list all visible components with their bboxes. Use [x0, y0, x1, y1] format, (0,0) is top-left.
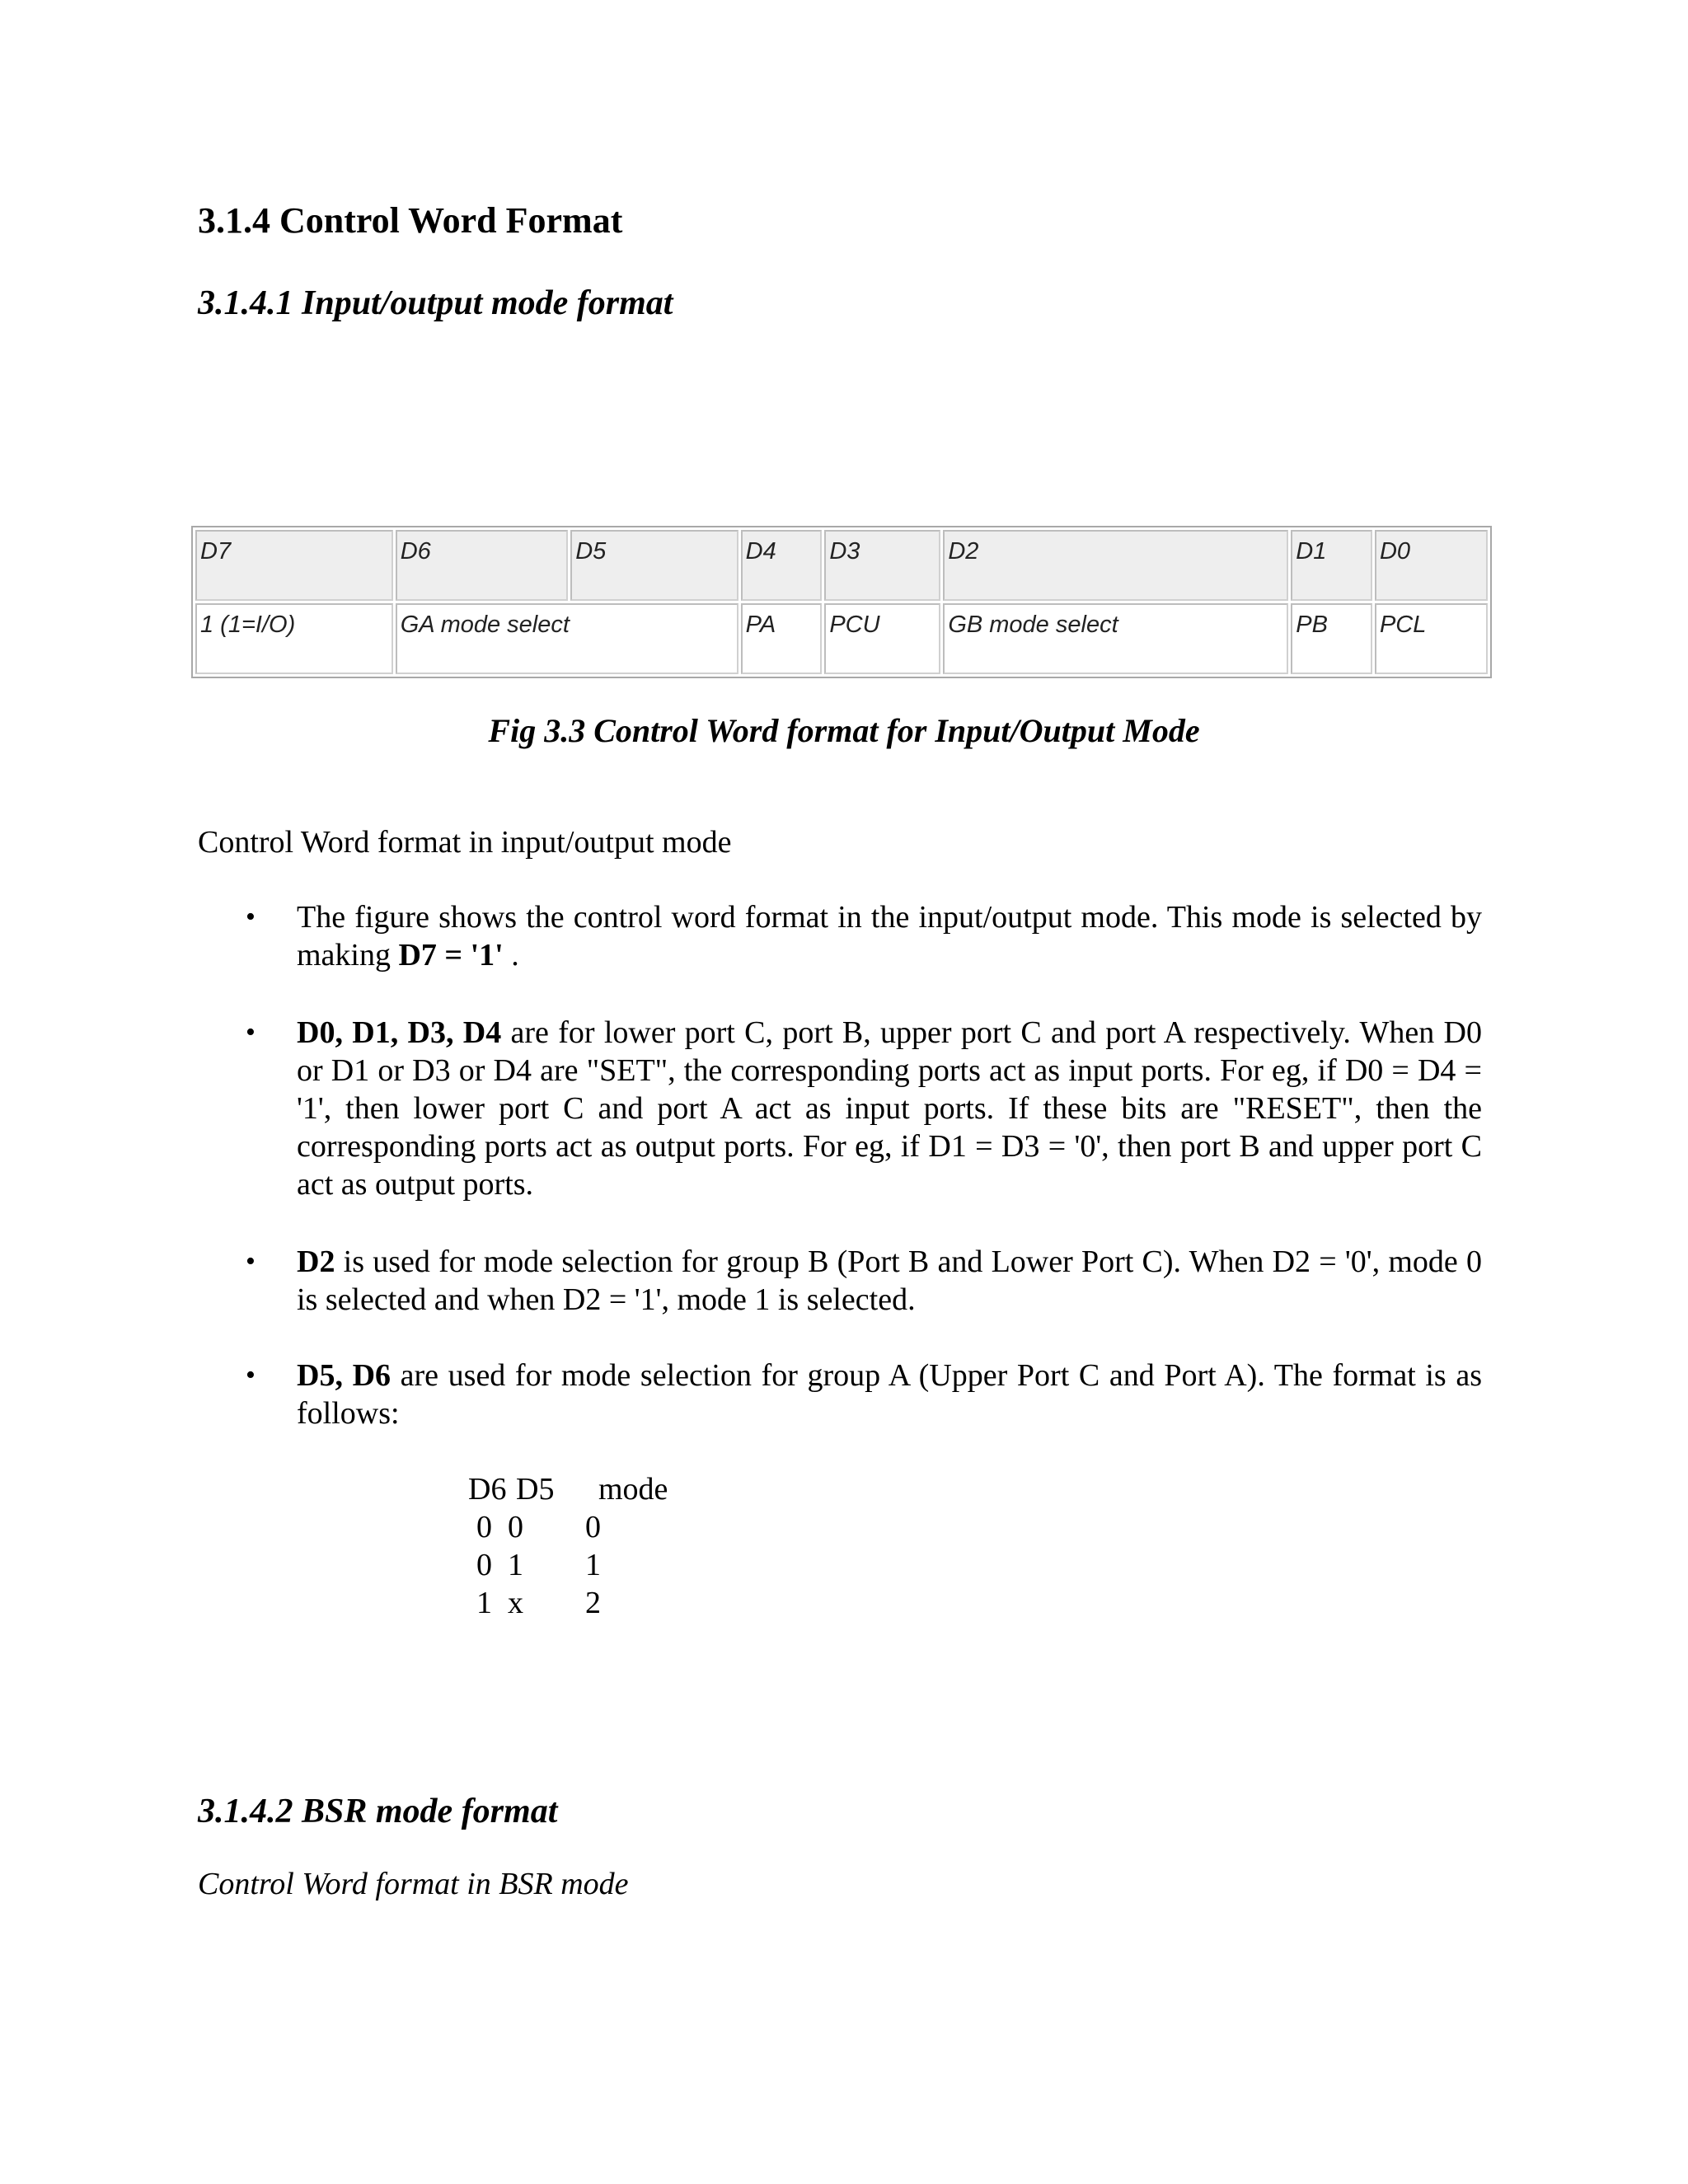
function-cell-d7: 1 (1=I/O): [195, 603, 393, 674]
mode-cell-d6: 0: [476, 1510, 492, 1544]
intro-paragraph: Control Word format in input/output mode: [198, 825, 732, 860]
bit-cell-d2: D2: [943, 530, 1288, 601]
function-cell-pb: PB: [1291, 603, 1372, 674]
mode-cell-d5: x: [508, 1586, 523, 1620]
control-word-table: [191, 526, 1492, 678]
bullet-text: is used for mode selection for group B (Port B and Lower Port C). When D2 = '0', mode 0 is selected and when D2 = '1', mode 1 is selected.: [297, 1244, 1482, 1317]
list-item: [246, 898, 1482, 974]
bullet-icon: •: [246, 1360, 256, 1390]
mode-cell-mode: 0: [585, 1510, 601, 1544]
control-word-function-row: [195, 603, 1488, 674]
function-cell-pa: PA: [741, 603, 823, 674]
control-word-header-row: [195, 530, 1488, 601]
mode-cell-d6: 0: [476, 1548, 492, 1582]
list-item: [246, 1243, 1482, 1319]
subsection-heading-io-mode: 3.1.4.1 Input/output mode format: [198, 284, 673, 322]
bit-cell-d0: D0: [1375, 530, 1488, 601]
bullet-text: are for lower port C, port B, upper port C and port A respectively. When D0 or D1 or D3 or D4 are "SET", the corresponding ports act as input ports. For eg, if D0 = D4 = '1', then lower port C and port A act as input ports. If these bits are "RESET", then the corresponding ports act as output ports. For eg, if D1 = D3 = '0', then port B and upper port C act as output ports.: [297, 1015, 1482, 1202]
mode-cell-d6: 1: [476, 1586, 492, 1620]
mode-header-d6: D6: [468, 1472, 507, 1507]
function-cell-pcl: PCL: [1375, 603, 1488, 674]
bit-cell-d3: D3: [824, 530, 940, 601]
bullet-bold-text: D5, D6: [297, 1358, 392, 1393]
bullet-bold-text: D2: [297, 1244, 335, 1279]
function-cell-pcu: PCU: [824, 603, 940, 674]
function-cell-gb-mode: GB mode select: [943, 603, 1288, 674]
mode-cell-mode: 1: [585, 1548, 601, 1582]
bit-cell-d6: D6: [396, 530, 568, 601]
bit-cell-d5: D5: [570, 530, 738, 601]
list-item: [246, 1014, 1482, 1203]
bullet-icon: •: [246, 1246, 256, 1277]
mode-cell-mode: 2: [585, 1586, 601, 1620]
mode-header-d5: D5: [516, 1472, 555, 1507]
bullet-bold-text: D0, D1, D3, D4: [297, 1015, 502, 1050]
bullet-icon: •: [246, 1017, 256, 1047]
mode-cell-d5: 0: [508, 1510, 523, 1544]
bullet-icon: •: [246, 902, 256, 932]
bit-cell-d4: D4: [741, 530, 823, 601]
section-heading: 3.1.4 Control Word Format: [198, 200, 623, 241]
bullet-text: The figure shows the control word format in the input/output mode. This mode is selected by making: [297, 900, 1482, 972]
mode-header-mode: mode: [598, 1472, 668, 1507]
mode-cell-d5: 1: [508, 1548, 523, 1582]
bit-cell-d1: D1: [1291, 530, 1372, 601]
bullet-bold-text: D7 = '1': [398, 938, 504, 972]
figure-caption: Fig 3.3 Control Word format for Input/Output Mode: [488, 712, 1200, 749]
subsection-heading-bsr-mode: 3.1.4.2 BSR mode format: [198, 1793, 558, 1830]
bullet-text-end: .: [503, 938, 519, 972]
bit-cell-d7: D7: [195, 530, 393, 601]
bsr-caption: Control Word format in BSR mode: [198, 1867, 629, 1901]
function-cell-ga-mode: GA mode select: [396, 603, 738, 674]
list-item: [246, 1357, 1482, 1432]
bullet-text: are used for mode selection for group A (Upper Port C and Port A). The format is as follows:: [297, 1358, 1482, 1431]
